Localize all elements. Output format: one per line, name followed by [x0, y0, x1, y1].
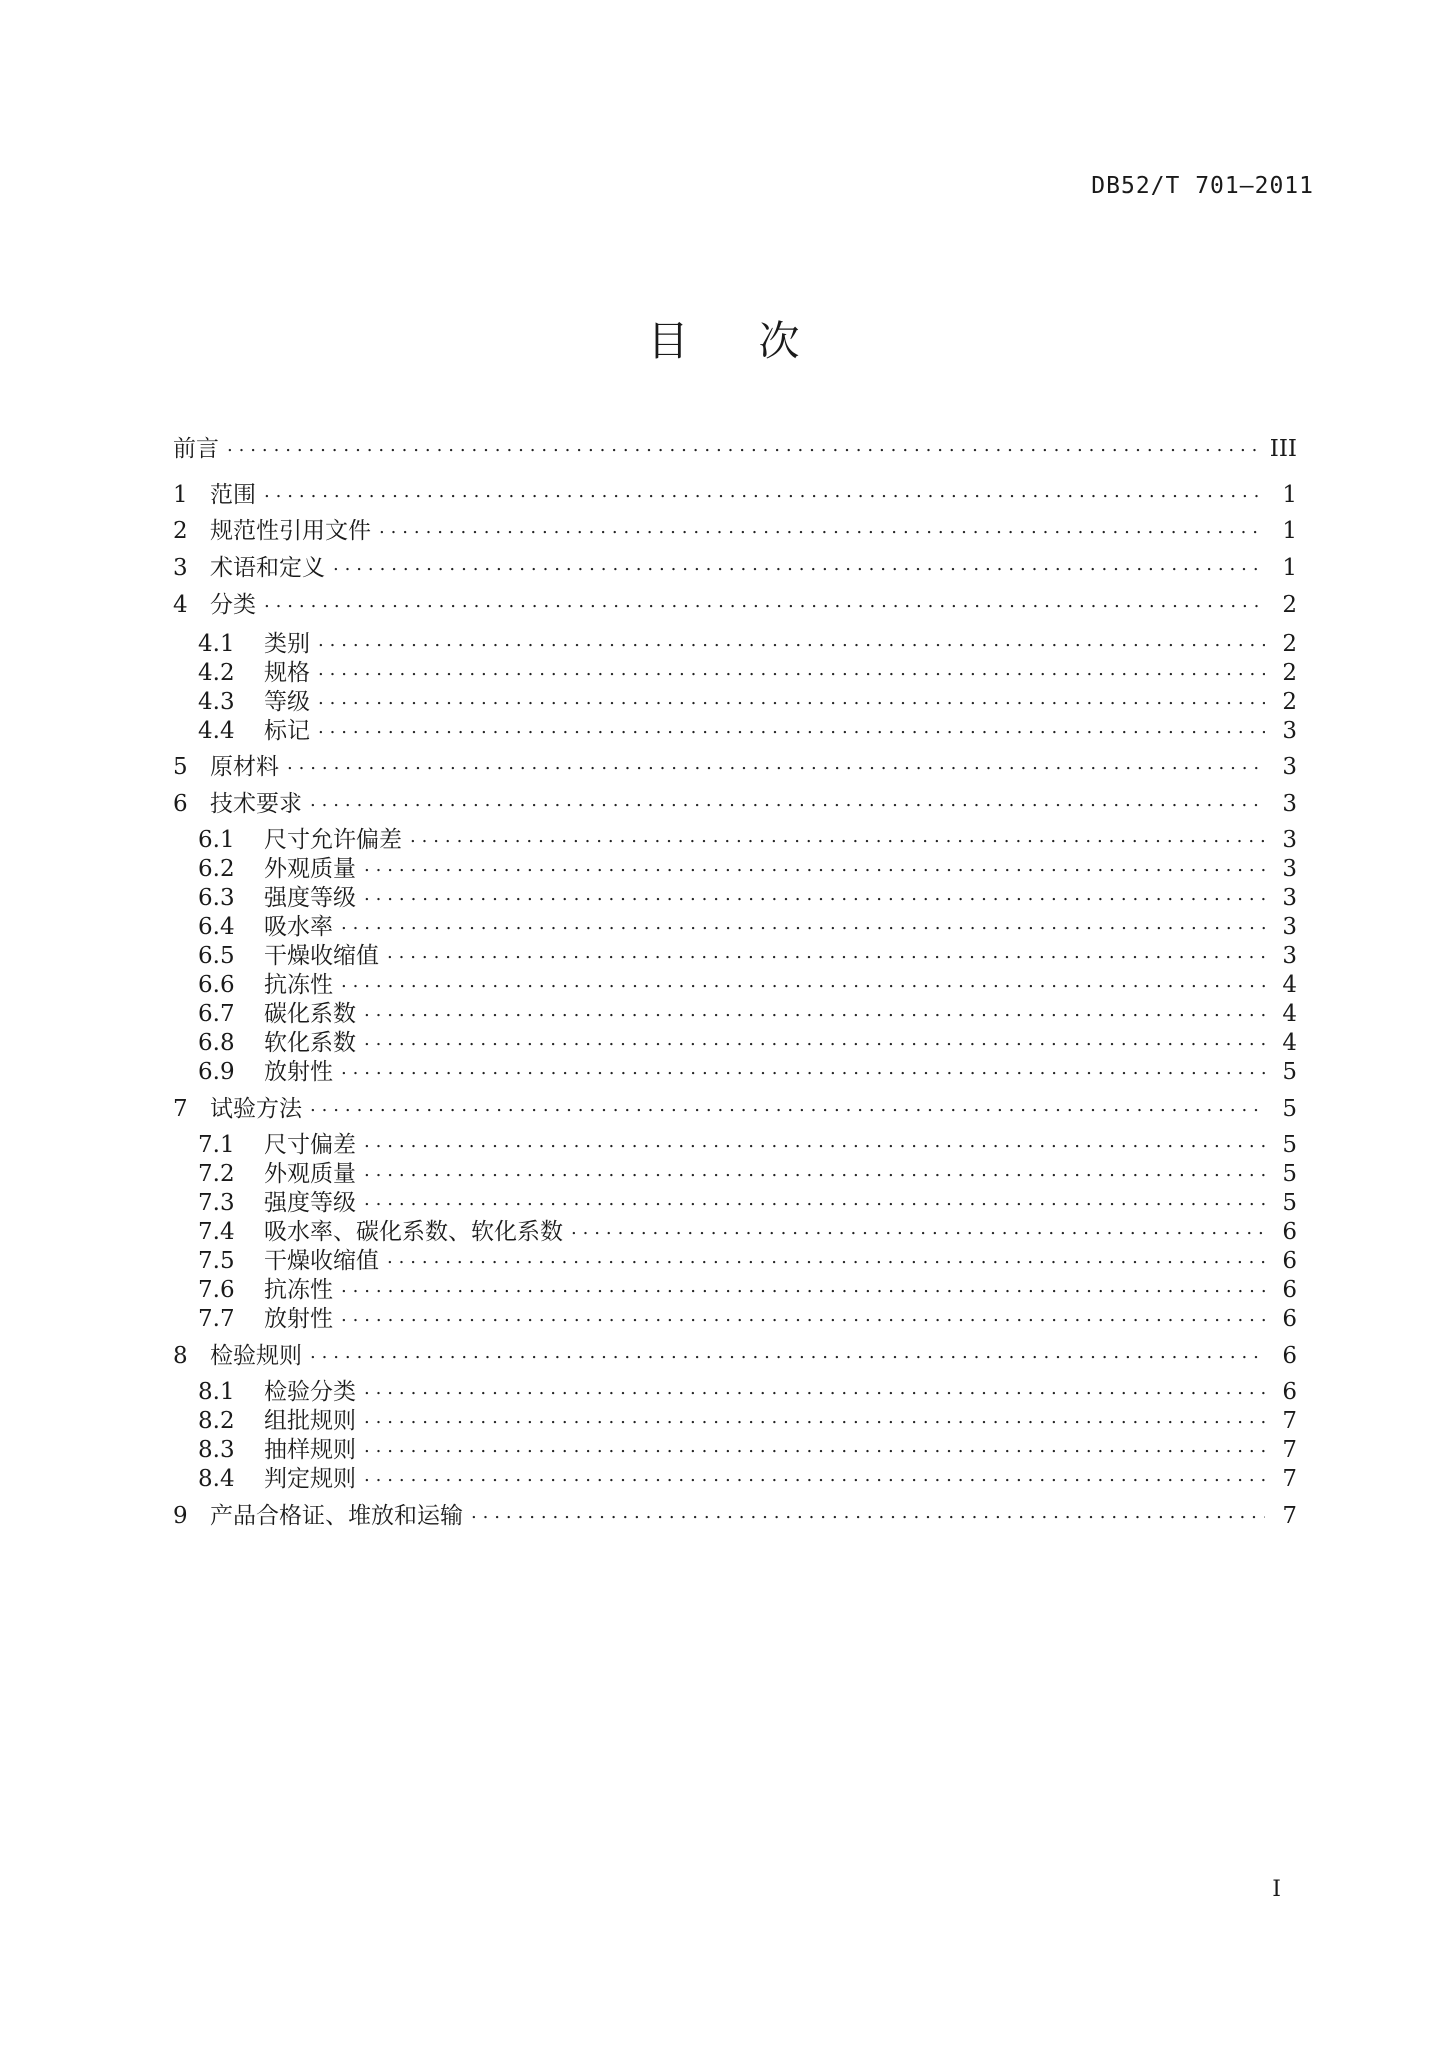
toc-entry[interactable]: [173, 788, 1297, 820]
toc-entry[interactable]: [198, 1129, 1297, 1161]
toc-entry-title: 检验规则: [210, 1343, 302, 1369]
toc-entry-title: 尺寸允许偏差: [264, 827, 402, 853]
toc-entry[interactable]: [198, 1376, 1297, 1408]
toc-entry-title: 术语和定义: [210, 555, 325, 581]
toc-entry[interactable]: [198, 911, 1297, 943]
toc-entry-title: 抗冻性: [264, 972, 333, 998]
toc-entry[interactable]: [198, 824, 1297, 856]
toc-entry[interactable]: [198, 628, 1297, 660]
toc-entry-page: 7: [1282, 1466, 1297, 1492]
toc-entry-page: 3: [1282, 718, 1297, 744]
toc-entry-title: 干燥收缩值: [264, 943, 379, 969]
toc-entry-number: 8.1: [198, 1379, 235, 1405]
toc-entry-title: 产品合格证、堆放和运输: [210, 1503, 463, 1529]
toc-entry-number: 6.6: [198, 972, 235, 998]
toc-entry-page: 2: [1282, 660, 1297, 686]
dot-leader: [387, 940, 1265, 972]
dot-leader: [318, 628, 1265, 660]
toc-heading-char-2: 次: [758, 317, 800, 365]
toc-entry-number: 4.3: [198, 689, 235, 715]
toc-entry-page: 2: [1282, 689, 1297, 715]
toc-entry-title: 吸水率、碳化系数、软化系数: [264, 1219, 563, 1245]
toc-entry[interactable]: [198, 882, 1297, 914]
toc-entry[interactable]: [173, 1500, 1297, 1532]
toc-entry-number: 5: [173, 754, 188, 780]
toc-entry-number: 7.2: [198, 1161, 235, 1187]
dot-leader: [364, 853, 1265, 885]
toc-entry-page: 4: [1282, 1001, 1297, 1027]
dot-leader: [471, 1500, 1265, 1532]
toc-entry-page: 5: [1282, 1059, 1297, 1085]
toc-entry[interactable]: [173, 552, 1297, 584]
toc-entry-title: 外观质量: [264, 1161, 356, 1187]
toc-entry-page: 2: [1282, 592, 1297, 618]
toc-entry[interactable]: [198, 715, 1297, 747]
toc-entry[interactable]: [198, 1027, 1297, 1059]
toc-entry[interactable]: [198, 1056, 1297, 1088]
toc-entry-page: 3: [1282, 791, 1297, 817]
toc-entry[interactable]: [173, 479, 1297, 511]
toc-entry-title: 干燥收缩值: [264, 1248, 379, 1274]
toc-entry-page: 3: [1282, 856, 1297, 882]
toc-entry-number: 6.7: [198, 1001, 235, 1027]
dot-leader: [364, 1129, 1265, 1161]
toc-entry-page: 3: [1282, 914, 1297, 940]
toc-entry-title: 尺寸偏差: [264, 1132, 356, 1158]
toc-entry-page: 5: [1282, 1096, 1297, 1122]
toc-entry[interactable]: [173, 589, 1297, 621]
toc-entry-number: 7: [173, 1096, 188, 1122]
toc-entry-title: 等级: [264, 689, 310, 715]
toc-entry-number: 6.3: [198, 885, 235, 911]
document-number: DB52/T 701—2011: [1091, 173, 1314, 199]
toc-entry-title: 规格: [264, 660, 310, 686]
toc-entry-page: 1: [1282, 482, 1297, 508]
toc-entry-number: 6.5: [198, 943, 235, 969]
dot-leader: [410, 824, 1265, 856]
toc-entry-page: 3: [1282, 754, 1297, 780]
toc-entry-number: 7.1: [198, 1132, 235, 1158]
toc-entry-number: 3: [173, 555, 188, 581]
toc-entry[interactable]: [173, 751, 1297, 783]
dot-leader: [318, 686, 1265, 718]
toc-entry-title: 吸水率: [264, 914, 333, 940]
toc-entry[interactable]: [198, 686, 1297, 718]
toc-entry-title: 范围: [210, 482, 256, 508]
toc-entry-title: 规范性引用文件: [210, 518, 371, 544]
toc-entry-page: 7: [1282, 1437, 1297, 1463]
toc-entry[interactable]: [198, 969, 1297, 1001]
toc-entry-page: 3: [1282, 943, 1297, 969]
toc-entry[interactable]: [173, 1093, 1297, 1125]
toc-entry[interactable]: [198, 1216, 1297, 1248]
toc-entry-number: 7.4: [198, 1219, 235, 1245]
toc-entry[interactable]: [198, 1434, 1297, 1466]
toc-entry-page: 6: [1282, 1343, 1297, 1369]
toc-entry-page: 6: [1282, 1219, 1297, 1245]
toc-entry-number: 2: [173, 518, 188, 544]
toc-entry-title: 组批规则: [264, 1408, 356, 1434]
toc-entry-number: 7.3: [198, 1190, 235, 1216]
toc-entry-title: 外观质量: [264, 856, 356, 882]
dot-leader: [341, 969, 1265, 1001]
toc-entry-number: 7.5: [198, 1248, 235, 1274]
toc-entry-page: III: [1269, 436, 1297, 462]
toc-entry[interactable]: [198, 1158, 1297, 1190]
toc-entry-page: 4: [1282, 1030, 1297, 1056]
toc-entry-title: 类别: [264, 631, 310, 657]
dot-leader: [227, 433, 1260, 465]
toc-entry-page: 5: [1282, 1190, 1297, 1216]
toc-entry-title: 前言: [173, 436, 219, 462]
toc-entry-number: 8: [173, 1343, 188, 1369]
toc-heading: [0, 316, 1447, 366]
dot-leader: [310, 788, 1265, 820]
dot-leader: [364, 1463, 1265, 1495]
toc-entry[interactable]: [198, 1187, 1297, 1219]
dot-leader: [310, 1340, 1265, 1372]
toc-entry-title: 判定规则: [264, 1466, 356, 1492]
dot-leader: [364, 1376, 1265, 1408]
dot-leader: [571, 1216, 1265, 1248]
dot-leader: [318, 715, 1265, 747]
toc-entry-number: 7.6: [198, 1277, 235, 1303]
toc-entry-title: 标记: [264, 718, 310, 744]
dot-leader: [364, 1158, 1265, 1190]
dot-leader: [364, 882, 1265, 914]
toc-entry[interactable]: [173, 1340, 1297, 1372]
dot-leader: [264, 589, 1265, 621]
toc-entry-title: 强度等级: [264, 1190, 356, 1216]
toc-entry-page: 7: [1282, 1503, 1297, 1529]
toc-entry-page: 3: [1282, 827, 1297, 853]
dot-leader: [379, 515, 1265, 547]
toc-entry-title: 抽样规则: [264, 1437, 356, 1463]
dot-leader: [341, 1274, 1265, 1306]
toc-entry-page: 6: [1282, 1379, 1297, 1405]
dot-leader: [364, 1027, 1265, 1059]
toc-entry-page: 7: [1282, 1408, 1297, 1434]
toc-entry-title: 软化系数: [264, 1030, 356, 1056]
dot-leader: [287, 751, 1265, 783]
toc-entry-number: 4.2: [198, 660, 235, 686]
toc-entry[interactable]: [198, 1463, 1297, 1495]
dot-leader: [387, 1245, 1265, 1277]
toc-entry-page: 6: [1282, 1277, 1297, 1303]
toc-entry-title: 技术要求: [210, 791, 302, 817]
toc-entry-number: 8.3: [198, 1437, 235, 1463]
toc-entry-number: 7.7: [198, 1306, 235, 1332]
page-number: I: [1272, 1877, 1281, 1902]
toc-entry-number: 4.4: [198, 718, 235, 744]
toc-entry-number: 6.4: [198, 914, 235, 940]
toc-entry-number: 1: [173, 482, 188, 508]
toc-entry-page: 4: [1282, 972, 1297, 998]
dot-leader: [318, 657, 1265, 689]
toc-entry-page: 6: [1282, 1306, 1297, 1332]
toc-entry-page: 1: [1282, 518, 1297, 544]
toc-entry-title: 分类: [210, 592, 256, 618]
toc-entry-page: 3: [1282, 885, 1297, 911]
dot-leader: [341, 1056, 1265, 1088]
toc-entry-number: 4.1: [198, 631, 235, 657]
toc-entry[interactable]: [198, 657, 1297, 689]
toc-entry[interactable]: [198, 1303, 1297, 1335]
toc-entry-title: 强度等级: [264, 885, 356, 911]
toc-entry-title: 检验分类: [264, 1379, 356, 1405]
toc-entry-number: 6.2: [198, 856, 235, 882]
toc-entry-page: 1: [1282, 555, 1297, 581]
toc-entry-title: 抗冻性: [264, 1277, 333, 1303]
toc-entry-number: 6: [173, 791, 188, 817]
toc-heading-char-1: 目: [647, 317, 689, 365]
toc-entry-page: 6: [1282, 1248, 1297, 1274]
dot-leader: [364, 1187, 1265, 1219]
toc-entry[interactable]: [198, 1274, 1297, 1306]
toc-entry-title: 放射性: [264, 1059, 333, 1085]
toc-entry[interactable]: [198, 853, 1297, 885]
toc-entry-title: 原材料: [210, 754, 279, 780]
dot-leader: [364, 1434, 1265, 1466]
toc-entry[interactable]: [173, 433, 1297, 465]
toc-entry-number: 6.1: [198, 827, 235, 853]
toc-entry-number: 6.8: [198, 1030, 235, 1056]
toc-entry[interactable]: [173, 515, 1297, 547]
toc-entry[interactable]: [198, 940, 1297, 972]
toc-entry-title: 试验方法: [210, 1096, 302, 1122]
toc-entry-number: 6.9: [198, 1059, 235, 1085]
toc-entry-title: 放射性: [264, 1306, 333, 1332]
dot-leader: [341, 1303, 1265, 1335]
toc-entry[interactable]: [198, 1405, 1297, 1437]
toc-entry-page: 2: [1282, 631, 1297, 657]
dot-leader: [333, 552, 1265, 584]
dot-leader: [364, 998, 1265, 1030]
dot-leader: [341, 911, 1265, 943]
dot-leader: [310, 1093, 1265, 1125]
toc-entry-number: 8.2: [198, 1408, 235, 1434]
toc-entry-page: 5: [1282, 1161, 1297, 1187]
dot-leader: [264, 479, 1265, 511]
toc-entry-number: 9: [173, 1503, 188, 1529]
toc-entry[interactable]: [198, 1245, 1297, 1277]
toc-entry-page: 5: [1282, 1132, 1297, 1158]
toc-entry-number: 8.4: [198, 1466, 235, 1492]
toc-entry[interactable]: [198, 998, 1297, 1030]
toc-entry-title: 碳化系数: [264, 1001, 356, 1027]
dot-leader: [364, 1405, 1265, 1437]
toc-entry-number: 4: [173, 592, 188, 618]
